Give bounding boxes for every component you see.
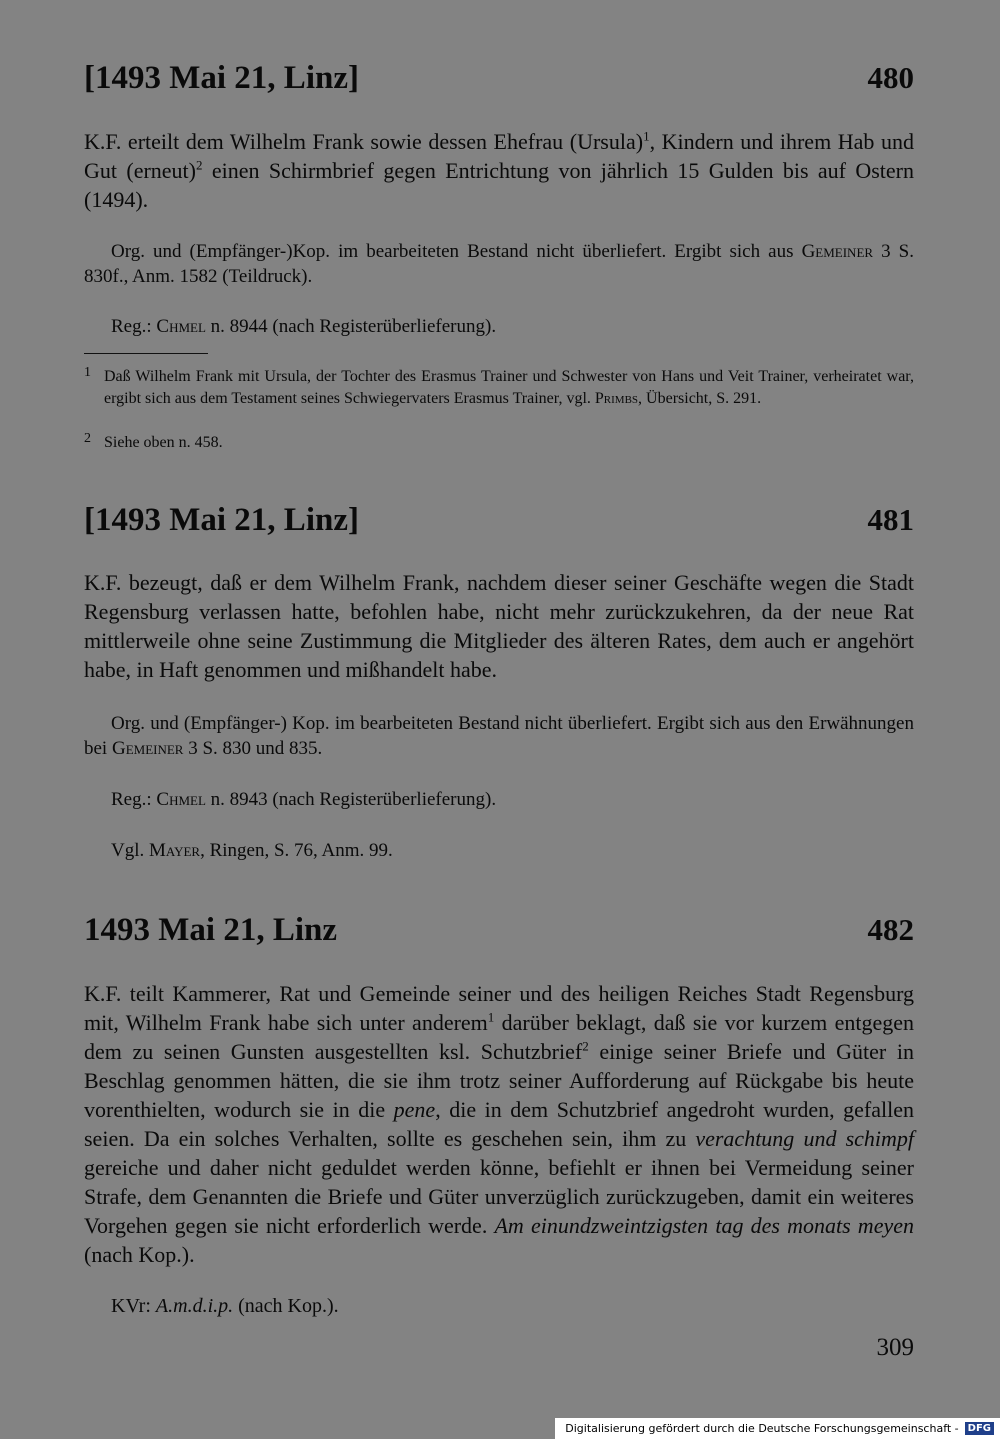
footnote-ref: 1 bbox=[487, 1009, 495, 1025]
reference-note: Vgl. Mayer, Ringen, S. 76, Anm. 99. bbox=[111, 840, 393, 861]
footer-text: Digitalisierung gefördert durch die Deutsche Forschungsgemeinschaft - bbox=[565, 1422, 959, 1435]
footnote-ref: 2 bbox=[196, 157, 203, 173]
footnote-mark: 2 bbox=[84, 431, 91, 446]
footnote-rule bbox=[84, 353, 208, 354]
entry-number: 481 bbox=[867, 502, 914, 537]
footnote: 2 Siehe oben n. 458. bbox=[84, 432, 914, 454]
regest-note: Reg.: Chmel n. 8944 (nach Registerüberlieferung). bbox=[111, 316, 497, 337]
entry-header bbox=[84, 500, 914, 540]
kanzleivermerk-note: KVr: A.m.d.i.p. (nach Kop.). bbox=[111, 1295, 339, 1317]
entry-date-place: [1493 Mai 21, Linz] bbox=[84, 502, 359, 538]
entry-number: 482 bbox=[867, 912, 914, 947]
page-number: 309 bbox=[876, 1334, 914, 1361]
dfg-footer bbox=[555, 1418, 1000, 1439]
entry-date-place: [1493 Mai 21, Linz] bbox=[84, 60, 359, 96]
entry-summary: K.F. teilt Kammerer, Rat und Gemeinde seiner und des heiligen Reiches Stadt Regensburg mit, Wilhelm Frank habe sich unter anderem$^1$ darüber beklagt, daß sie vor kurzem entgegen dem zu seinen Gunsten ausgestellten ksl. Schutzbrief$^2$ einige seiner Briefe und Güter in Beschlag genommen hätten, die sie ihm trotz seiner Aufforderung auf Rückgabe bis heute vorenthielten, wodurch sie in die pene, die in dem Schutzbrief angedroht wurden, gefallen seien. Da ein solches Verhalten, sollte es geschehen sein, ihm zu verachtung und schimpf gereiche und daher nicht geduldet werden könne, befiehlt er ihnen bei Vermeidung seiner Strafe, dem Genannten die Briefe und Güter unverzüglich zurückzugeben, damit ein weiteres Vorgehen gegen sie nicht erforderlich werde. Am einundzweintzigsten tag des monats meyen (nach Kop.). bbox=[84, 981, 915, 1267]
entry-date-place: 1493 Mai 21, Linz bbox=[84, 912, 337, 948]
dfg-logo: DFG bbox=[965, 1422, 994, 1435]
entry-header bbox=[84, 58, 914, 98]
entry-summary: K.F. erteilt dem Wilhelm Frank sowie dessen Ehefrau (Ursula)$^1$, Kindern und ihrem Hab und Gut (erneut)$^2$ einen Schirmbrief gegen Entrichtung von jährlich 15 Gulden bis auf Ostern (1494). bbox=[84, 128, 915, 212]
source-note: Org. und (Empfänger-)Kop. im bearbeiteten Bestand nicht überliefert. Ergibt sich aus Gemeiner 3 S. 830f., Anm. 1582 (Teildruck). bbox=[84, 241, 914, 287]
footnote-ref: 2 bbox=[582, 1038, 589, 1054]
entry-summary: K.F. bezeugt, daß er dem Wilhelm Frank, nachdem dieser seiner Geschäfte wegen die Stadt Regensburg verlassen hatte, befohlen habe, nicht mehr zurückzukehren, da der neue Rat mittlerweile ohne seine Zustimmung die Mitglieder des älteren Rates, dem auch er angehört habe, in Haft genommen und mißhandelt habe. bbox=[84, 570, 914, 682]
regest-note: Reg.: Chmel n. 8943 (nach Registerüberlieferung). bbox=[111, 789, 497, 810]
source-note: Org. und (Empfänger-) Kop. im bearbeiteten Bestand nicht überliefert. Ergibt sich aus den Erwähnungen bei Gemeiner 3 S. 830 und 835. bbox=[84, 713, 914, 759]
footnote-mark: 1 bbox=[84, 365, 91, 380]
footnote: 1 Daß Wilhelm Frank mit Ursula, der Tochter des Erasmus Trainer und Schwester von Hans und Veit Trainer, verheiratet war, ergibt sich aus dem Testament seines Schwiegervaters Erasmus Trainer, vgl. Primbs, Übersicht, S. 291. bbox=[84, 366, 914, 410]
entry-header bbox=[84, 910, 914, 950]
entry-number: 480 bbox=[867, 60, 914, 95]
footnote-ref: 1 bbox=[643, 128, 650, 144]
